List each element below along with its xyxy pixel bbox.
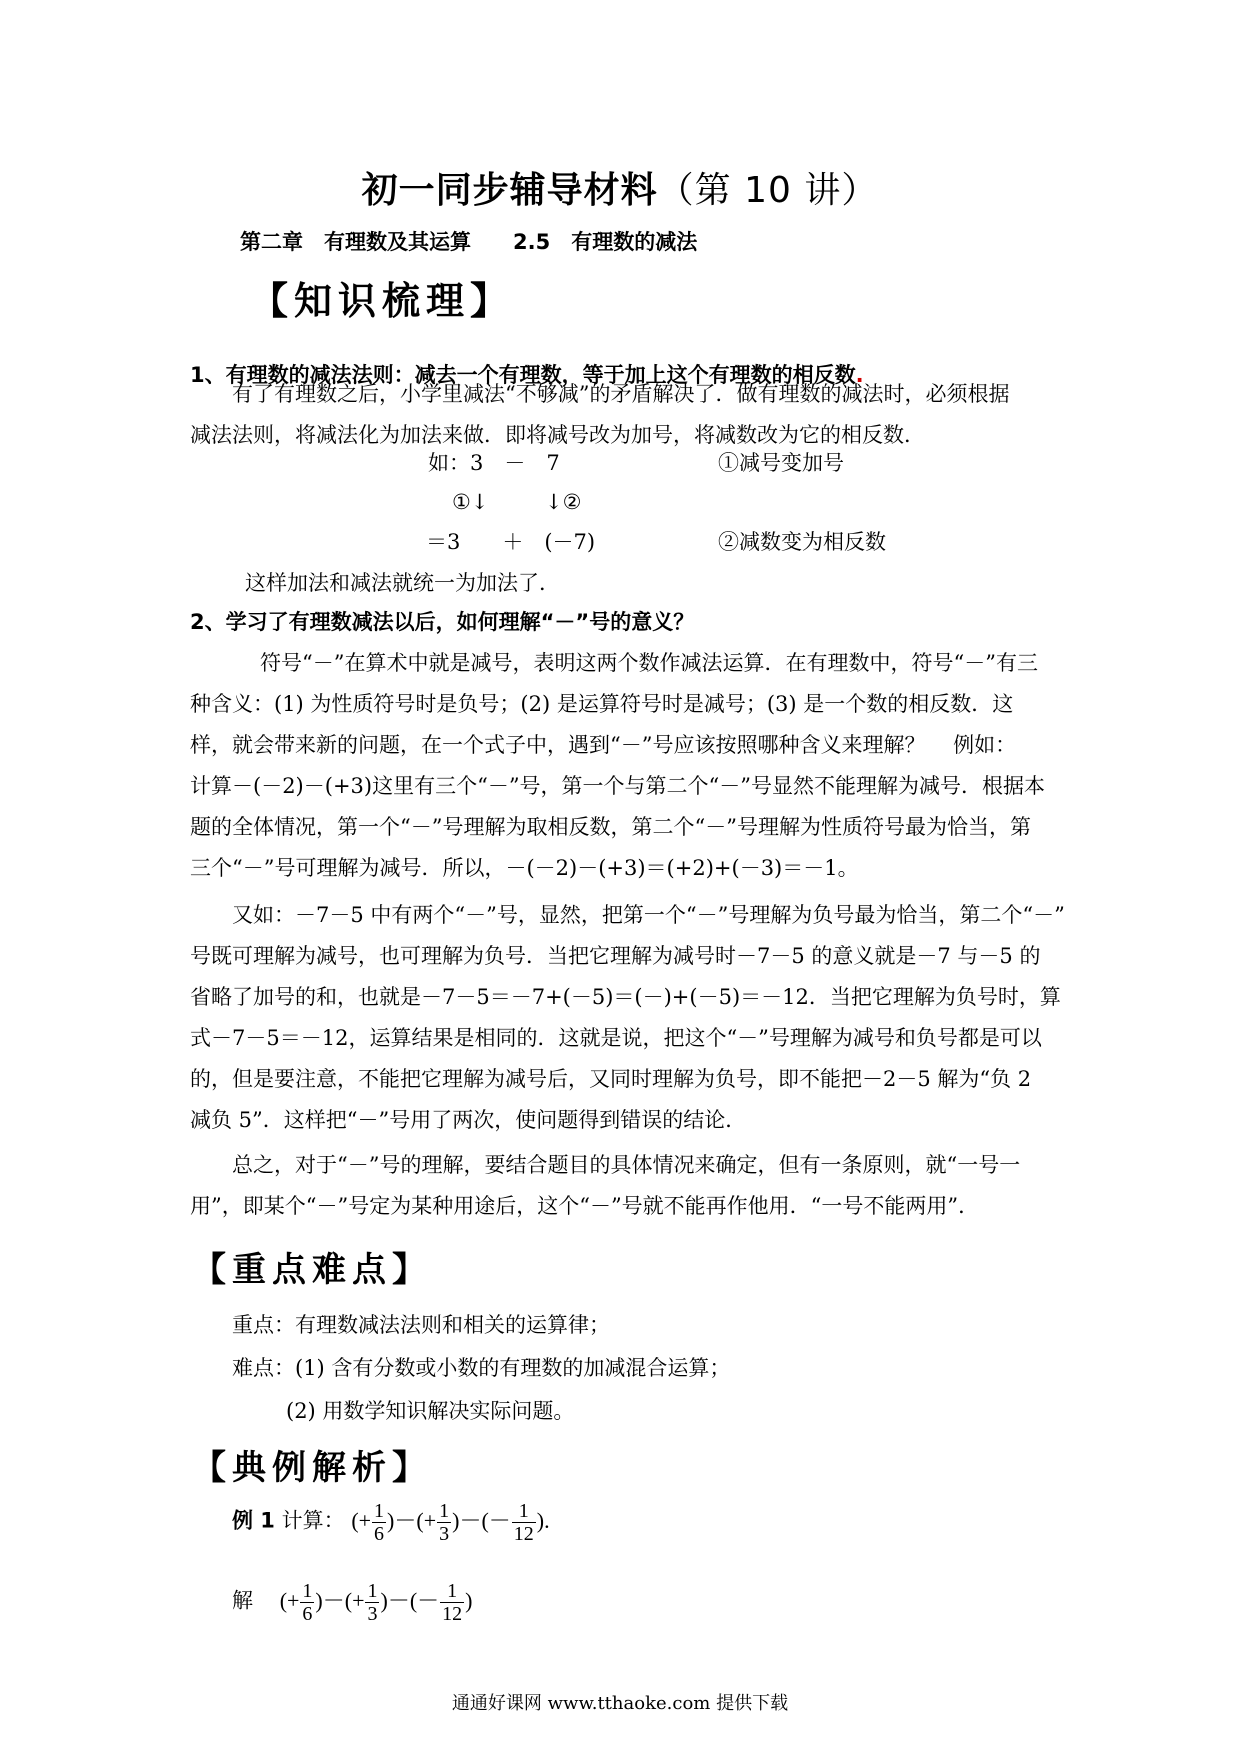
fraction-numerator: 1 [518, 1500, 529, 1522]
solution-expression [279, 1580, 473, 1625]
term-sign: －(+ [322, 1587, 365, 1613]
solution-label: 解 [232, 1588, 253, 1613]
fraction-numerator: 1 [367, 1580, 378, 1602]
example-1-expression [351, 1500, 550, 1545]
example-row-1-note: ①减号变加号 [718, 451, 844, 475]
title-lecture-number: （第 10 讲） [657, 170, 879, 211]
para2-line: 样，就会带来新的问题，在一个式子中，遇到“－”号应该按照哪种含义来理解？ 例如： [190, 733, 1017, 757]
example-1-problem [232, 1500, 550, 1545]
term-close: ) [465, 1587, 473, 1613]
key-point-focus: 重点：有理数减法法则和相关的运算律； [232, 1313, 610, 1337]
para2-line: 三个“－”号可理解为减号．所以，－(－2)－(+3)＝(+2)+(－3)＝－1。 [190, 856, 859, 880]
section-heading-examples: 【典例解析】 [192, 1448, 432, 1488]
fraction-numerator: 1 [302, 1580, 313, 1602]
fraction-denominator: 6 [374, 1523, 385, 1545]
fraction [512, 1500, 536, 1545]
para3-line: 式－7－5＝－12，运算结果是相同的．这就是说，把这个“－”号理解为减号和负号都是可以 [190, 1026, 1042, 1050]
rule-heading-dot: . [855, 363, 864, 387]
term-sign: －(－ [459, 1507, 511, 1533]
para2-line: 计算－(－2)－(+3)这里有三个“－”号，第一个与第二个“－”号显然不能理解为减号．根据本 [190, 774, 1046, 798]
term-close: ) [380, 1587, 388, 1613]
example-row-3: ＝3 ＋ (－7) [426, 530, 596, 554]
title-main: 初一同步辅导材料 [361, 170, 658, 211]
para3-line: 的，但是要注意，不能把它理解为减号后，又同时理解为负号，即不能把－2－5 解为“负 2 [190, 1067, 1032, 1091]
para2-line: 符号“－”在算术中就是减号，表明这两个数作减法运算．在有理数中，符号“－”有三 [260, 651, 1038, 675]
section-heading-key-points: 【重点难点】 [192, 1250, 432, 1290]
question-2-heading: 2、学习了有理数减法以后，如何理解“－”号的意义？ [190, 610, 695, 634]
conclusion-text: 这样加法和减法就统一为加法了． [245, 571, 560, 595]
fraction-numerator: 1 [374, 1500, 385, 1522]
fraction [437, 1500, 451, 1545]
example-row-2-left: ①↓ [452, 490, 489, 514]
section-heading-knowledge: 【知识梳理】 [250, 278, 515, 323]
para1-line2: 减法法则，将减法化为加法来做．即将减号改为加号，将减数改为它的相反数． [190, 423, 925, 447]
fraction-denominator: 12 [442, 1603, 463, 1625]
fraction-numerator: 1 [439, 1500, 450, 1522]
example-row-2-right: ↓② [545, 490, 582, 514]
para3-line: 又如：－7－5 中有两个“－”号，显然，把第一个“－”号理解为负号最为恰当，第二个“－” [232, 903, 1065, 927]
fraction [300, 1580, 314, 1625]
rule-heading-text: 1、有理数的减法法则：减去一个有理数，等于加上这个有理数的相反数 [190, 363, 856, 387]
fraction-denominator: 3 [439, 1523, 450, 1545]
term-sign: －(－ [387, 1587, 440, 1613]
fraction [365, 1580, 379, 1625]
key-point-difficulty-2: (2) 用数学知识解决实际问题。 [286, 1399, 575, 1423]
para1-line1: 有了有理数之后，小学里减法“不够减”的矛盾解决了．做有理数的减法时，必须根据 [232, 382, 1010, 406]
page-footer: 通通好课网 www.tthaoke.com 提供下载 [451, 1693, 789, 1714]
end-mark: . [544, 1507, 550, 1533]
term-close: ) [387, 1507, 395, 1533]
fraction-numerator: 1 [447, 1580, 458, 1602]
fraction [372, 1500, 386, 1545]
para3-line: 省略了加号的和，也就是－7－5＝－7+(－5)＝(－)+(－5)＝－12．当把它理解为负号时，算 [190, 985, 1061, 1009]
example-row-1: 如：3 － 7 [428, 451, 560, 475]
para3-line: 号既可理解为减号，也可理解为负号．当把它理解为减号时－7－5 的意义就是－7 与－5 的 [190, 944, 1041, 968]
term-close: ) [536, 1507, 545, 1533]
para4-line: 总之，对于“－”号的理解，要结合题目的具体情况来确定，但有一条原则，就“一号一 [232, 1153, 1021, 1177]
fraction-denominator: 6 [302, 1603, 313, 1625]
term-sign: －(+ [394, 1507, 437, 1533]
fraction-denominator: 3 [367, 1603, 378, 1625]
example-1-label: 例 1 [232, 1508, 275, 1533]
example-1-prompt: 计算： [281, 1508, 345, 1533]
term-close: ) [315, 1587, 323, 1613]
key-point-difficulty-1: 难点：(1) 含有分数或小数的有理数的加减混合运算； [232, 1356, 731, 1380]
example-1-solution [232, 1580, 472, 1625]
para2-line: 题的全体情况，第一个“－”号理解为取相反数，第二个“－”号理解为性质符号最为恰当，第 [190, 815, 1031, 839]
para2-line: 种含义：(1) 为性质符号时是负号；(2) 是运算符号时是减号；(3) 是一个数的相反数．这 [190, 692, 1014, 716]
para3-line: 减负 5”．这样把“－”号用了两次，使问题得到错误的结论． [190, 1108, 747, 1132]
para4-line: 用”，即某个“－”号定为某种用途后，这个“－”号就不能再作他用．“一号不能两用”． [190, 1194, 980, 1218]
term-close: ) [452, 1507, 460, 1533]
example-row-3-note: ②减数变为相反数 [718, 530, 886, 554]
page-title [0, 162, 1240, 213]
fraction [440, 1580, 464, 1625]
fraction-denominator: 12 [513, 1523, 534, 1545]
chapter-subtitle: 第二章 有理数及其运算 2.5 有理数的减法 [240, 230, 698, 254]
term-sign: (+ [279, 1587, 300, 1613]
term-sign: (+ [351, 1507, 372, 1533]
